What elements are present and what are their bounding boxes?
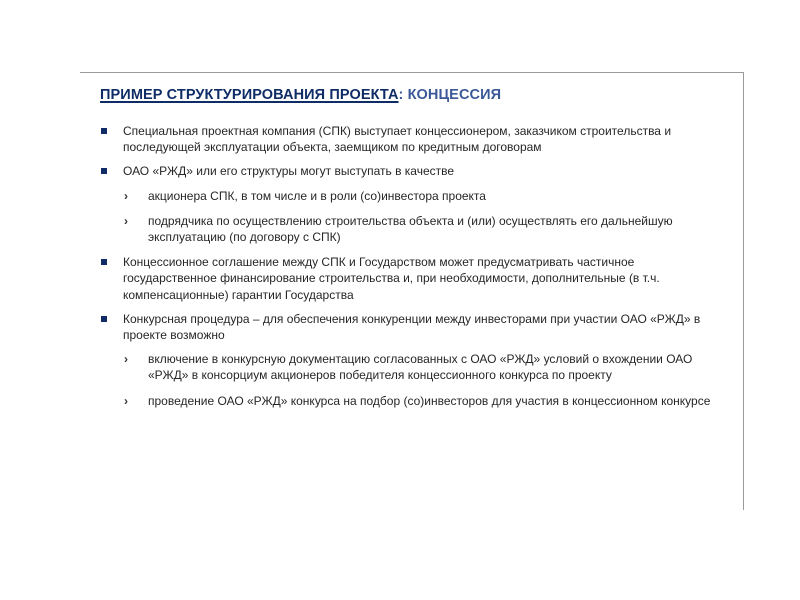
bullet-item [100,123,725,155]
sub-bullet-text: акционера СПК, в том числе и в роли (со)инвестора проекта [148,188,486,203]
bullet-list [100,123,725,418]
sub-bullet-item [100,351,725,383]
title-underlined: ПРИМЕР СТРУКТУРИРОВАНИЯ ПРОЕКТА [100,87,399,103]
sub-bullet-item [100,213,725,245]
chevron-right-icon: › [124,188,128,203]
sub-bullet-item [100,188,725,204]
square-bullet-icon [101,259,107,265]
chevron-right-icon: › [124,393,128,408]
sub-bullet-item [100,393,725,409]
square-bullet-icon [101,128,107,134]
bullet-text: Концессионное соглашение между СПК и Государством может предусматривать частичное государственное финансирование строительства и, при необходимости, дополнительные (в т.ч. компенсационные) гарантии Государства [123,255,660,302]
slide-title [100,87,501,103]
sub-bullet-text: проведение ОАО «РЖД» конкурса на подбор (со)инвесторов для участия в концессионном конкурсе [148,393,711,408]
bullet-item [100,163,725,179]
bullet-item [100,311,725,343]
bullet-text: Специальная проектная компания (СПК) выступает концессионером, заказчиком строительства и последующей эксплуатации объекта, заемщиком по кредитным договорам [123,124,672,155]
slide-frame [80,72,744,510]
chevron-right-icon: › [124,352,128,367]
sub-bullet-text: подрядчика по осуществлению строительства объекта и (или) осуществлять его дальнейшую эксплуатацию (по договору с СПК) [148,213,673,245]
bullet-item [100,254,725,303]
chevron-right-icon: › [124,213,128,228]
title-rest: : КОНЦЕССИЯ [398,87,502,103]
square-bullet-icon [101,316,107,322]
bullet-text: Конкурсная процедура – для обеспечения конкуренции между инвесторами при участии ОАО «РЖД» в проекте возможно [123,311,701,343]
sub-bullet-text: включение в конкурсную документацию согласованных с ОАО «РЖД» условий о вхождении ОАО «РЖД» в консорциум акционеров победителя концессионного конкурса по проекту [148,352,693,383]
bullet-text: ОАО «РЖД» или его структуры могут выступать в качестве [123,164,455,179]
square-bullet-icon [101,168,107,174]
